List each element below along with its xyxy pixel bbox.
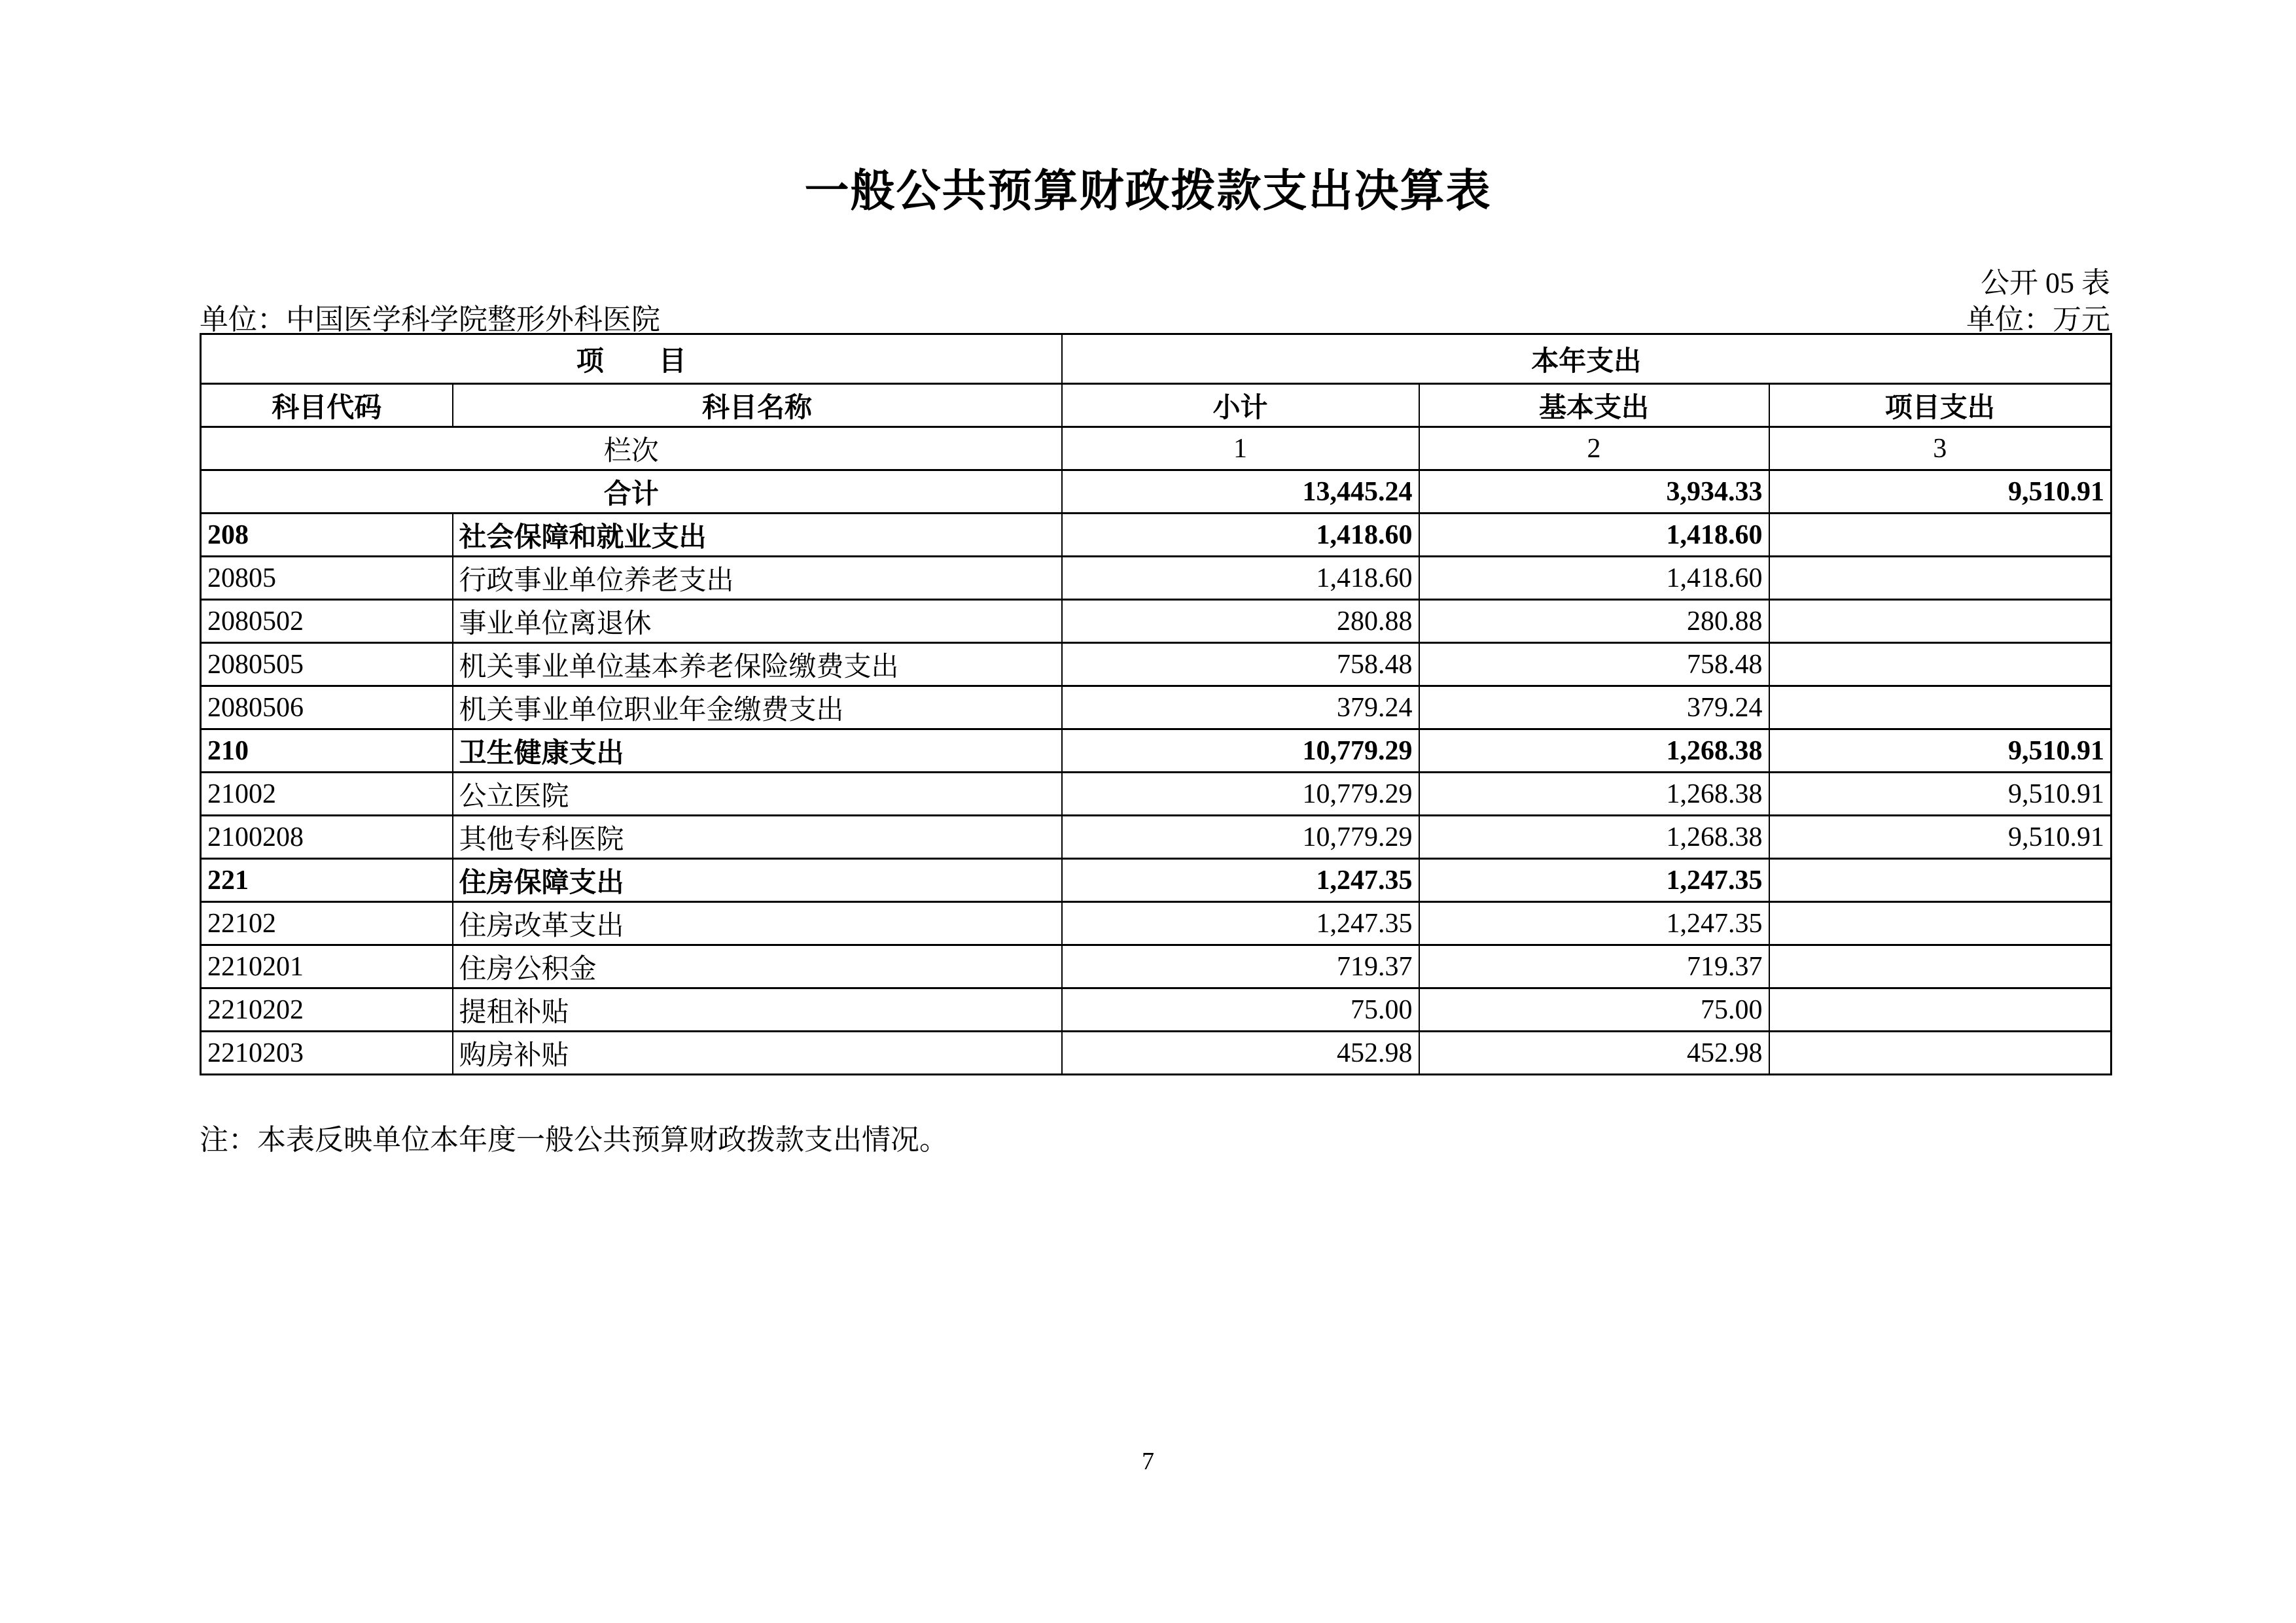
table-row bbox=[201, 816, 2111, 859]
subject-code-cell: 208 bbox=[201, 514, 453, 557]
column-number-2: 2 bbox=[1419, 427, 1769, 470]
year-expense-group-header: 本年支出 bbox=[1062, 334, 2111, 384]
lanci-label: 栏次 bbox=[201, 427, 1062, 470]
subject-name-cell: 机关事业单位职业年金缴费支出 bbox=[453, 686, 1062, 729]
subject-name-cell: 机关事业单位基本养老保险缴费支出 bbox=[453, 643, 1062, 686]
subtotal-cell: 1,247.35 bbox=[1062, 902, 1419, 945]
table-row bbox=[201, 643, 2111, 686]
project-expense-cell bbox=[1769, 643, 2111, 686]
expenditure-table bbox=[200, 333, 2112, 1075]
subtotal-cell: 10,779.29 bbox=[1062, 729, 1419, 773]
subject-name-cell: 住房保障支出 bbox=[453, 859, 1062, 902]
subject-code-cell: 2210203 bbox=[201, 1032, 453, 1075]
table-note: 注：本表反映单位本年度一般公共预算财政拨款支出情况。 bbox=[200, 1124, 948, 1156]
subtotal-cell: 758.48 bbox=[1062, 643, 1419, 686]
subject-code-cell: 2100208 bbox=[201, 816, 453, 859]
basic-expense-cell: 75.00 bbox=[1419, 988, 1769, 1032]
project-expense-cell bbox=[1769, 686, 2111, 729]
basic-expense-cell: 1,418.60 bbox=[1419, 557, 1769, 600]
basic-expense-cell: 1,268.38 bbox=[1419, 816, 1769, 859]
currency-unit-label: 单位：万元 bbox=[1966, 304, 2110, 336]
table-row bbox=[201, 902, 2111, 945]
basic-expense-cell: 1,268.38 bbox=[1419, 729, 1769, 773]
project-expense-cell bbox=[1769, 557, 2111, 600]
subtotal-cell: 1,418.60 bbox=[1062, 557, 1419, 600]
column-number-3: 3 bbox=[1769, 427, 2111, 470]
basic-expense-cell: 1,418.60 bbox=[1419, 514, 1769, 557]
table-row bbox=[201, 773, 2111, 816]
table-row bbox=[201, 729, 2111, 773]
project-group-header: 项 目 bbox=[201, 334, 1062, 384]
subject-name-cell: 住房公积金 bbox=[453, 945, 1062, 988]
subtotal-cell: 1,247.35 bbox=[1062, 859, 1419, 902]
project-expense-cell bbox=[1769, 1032, 2111, 1075]
total-basic-expense-cell: 3,934.33 bbox=[1419, 470, 1769, 514]
basic-expense-cell: 719.37 bbox=[1419, 945, 1769, 988]
basic-expense-cell: 280.88 bbox=[1419, 600, 1769, 643]
subject-code-cell: 2080502 bbox=[201, 600, 453, 643]
subject-code-cell: 22102 bbox=[201, 902, 453, 945]
basic-expense-cell: 758.48 bbox=[1419, 643, 1769, 686]
subject-name-cell: 行政事业单位养老支出 bbox=[453, 557, 1062, 600]
project-expense-cell bbox=[1769, 859, 2111, 902]
page-number: 7 bbox=[1142, 1448, 1154, 1475]
basic-expense-cell: 1,247.35 bbox=[1419, 859, 1769, 902]
project-expense-cell bbox=[1769, 988, 2111, 1032]
subject-code-cell: 2210202 bbox=[201, 988, 453, 1032]
table-row bbox=[201, 988, 2111, 1032]
col-header-subject-name: 科目名称 bbox=[453, 384, 1062, 427]
project-expense-cell bbox=[1769, 945, 2111, 988]
table-row bbox=[201, 945, 2111, 988]
subject-code-cell: 21002 bbox=[201, 773, 453, 816]
col-header-subject-code: 科目代码 bbox=[201, 384, 453, 427]
table-row bbox=[201, 514, 2111, 557]
subject-code-cell: 2080506 bbox=[201, 686, 453, 729]
project-expense-cell bbox=[1769, 514, 2111, 557]
project-expense-cell: 9,510.91 bbox=[1769, 816, 2111, 859]
col-header-subtotal: 小计 bbox=[1062, 384, 1419, 427]
table-row bbox=[201, 1032, 2111, 1075]
subtotal-cell: 10,779.29 bbox=[1062, 816, 1419, 859]
total-project-expense-cell: 9,510.91 bbox=[1769, 470, 2111, 514]
project-expense-cell bbox=[1769, 902, 2111, 945]
total-row bbox=[201, 470, 2111, 514]
project-expense-cell: 9,510.91 bbox=[1769, 773, 2111, 816]
project-expense-cell bbox=[1769, 600, 2111, 643]
total-label: 合计 bbox=[201, 470, 1062, 514]
col-header-project-expense: 项目支出 bbox=[1769, 384, 2111, 427]
subject-name-cell: 公立医院 bbox=[453, 773, 1062, 816]
subject-name-cell: 其他专科医院 bbox=[453, 816, 1062, 859]
column-number-1: 1 bbox=[1062, 427, 1419, 470]
table-code-label: 公开 05 表 bbox=[1981, 267, 2110, 299]
basic-expense-cell: 1,268.38 bbox=[1419, 773, 1769, 816]
page-title: 一般公共预算财政拨款支出决算表 bbox=[804, 166, 1492, 216]
subtotal-cell: 719.37 bbox=[1062, 945, 1419, 988]
subject-name-cell: 卫生健康支出 bbox=[453, 729, 1062, 773]
subject-name-cell: 住房改革支出 bbox=[453, 902, 1062, 945]
subject-code-cell: 2080505 bbox=[201, 643, 453, 686]
subtotal-cell: 379.24 bbox=[1062, 686, 1419, 729]
header-row-column-numbers bbox=[201, 427, 2111, 470]
unit-name-label: 单位：中国医学科学院整形外科医院 bbox=[200, 304, 660, 336]
subtotal-cell: 452.98 bbox=[1062, 1032, 1419, 1075]
table-row bbox=[201, 557, 2111, 600]
unit-meta-row bbox=[200, 296, 2110, 338]
subtotal-cell: 75.00 bbox=[1062, 988, 1419, 1032]
subtotal-cell: 10,779.29 bbox=[1062, 773, 1419, 816]
project-expense-cell: 9,510.91 bbox=[1769, 729, 2111, 773]
subject-name-cell: 购房补贴 bbox=[453, 1032, 1062, 1075]
header-row-columns bbox=[201, 384, 2111, 427]
basic-expense-cell: 379.24 bbox=[1419, 686, 1769, 729]
subject-code-cell: 210 bbox=[201, 729, 453, 773]
subtotal-cell: 280.88 bbox=[1062, 600, 1419, 643]
subject-name-cell: 提租补贴 bbox=[453, 988, 1062, 1032]
subtotal-cell: 1,418.60 bbox=[1062, 514, 1419, 557]
subject-code-cell: 20805 bbox=[201, 557, 453, 600]
header-row-groups bbox=[201, 334, 2111, 384]
basic-expense-cell: 452.98 bbox=[1419, 1032, 1769, 1075]
subject-name-cell: 社会保障和就业支出 bbox=[453, 514, 1062, 557]
col-header-basic-expense: 基本支出 bbox=[1419, 384, 1769, 427]
subject-code-cell: 221 bbox=[201, 859, 453, 902]
table-row bbox=[201, 859, 2111, 902]
subject-code-cell: 2210201 bbox=[201, 945, 453, 988]
table-row bbox=[201, 686, 2111, 729]
table-row bbox=[201, 600, 2111, 643]
basic-expense-cell: 1,247.35 bbox=[1419, 902, 1769, 945]
subject-name-cell: 事业单位离退休 bbox=[453, 600, 1062, 643]
total-subtotal-cell: 13,445.24 bbox=[1062, 470, 1419, 514]
